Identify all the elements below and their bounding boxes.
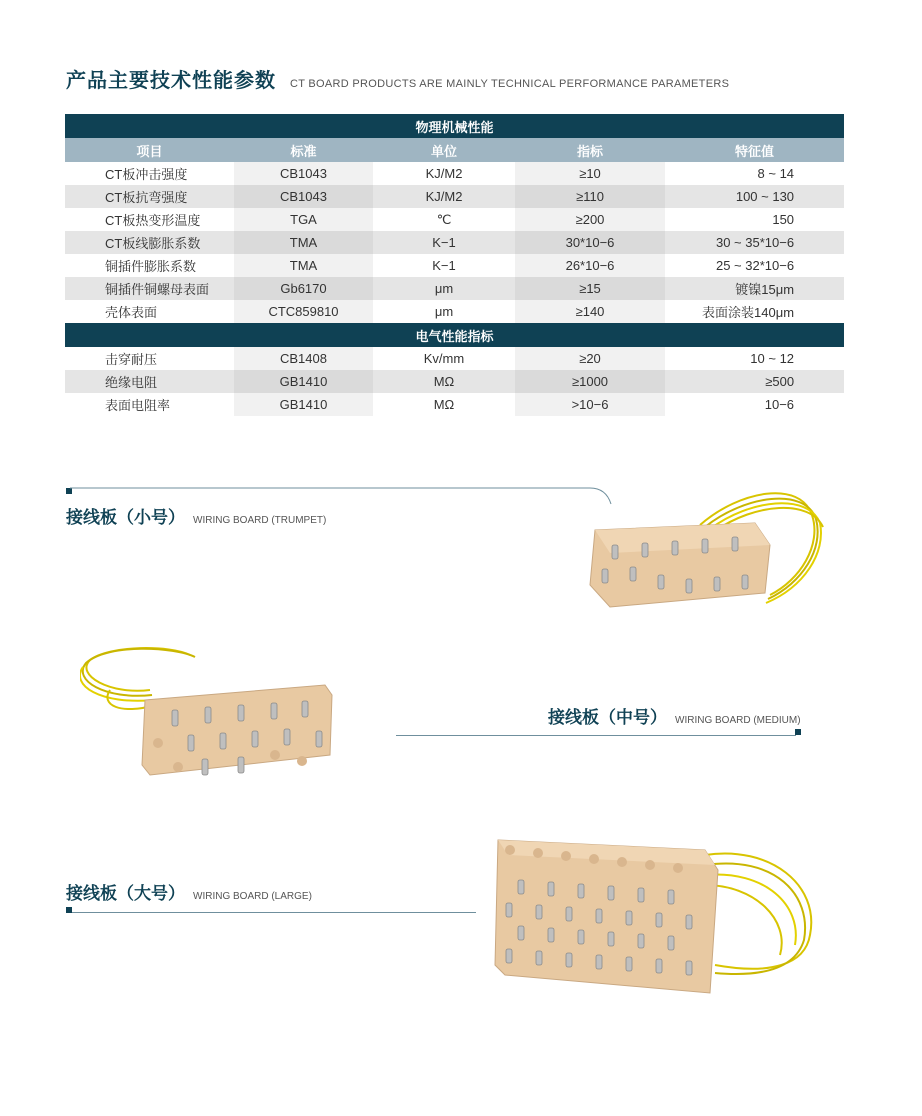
table-cell: 150 — [665, 208, 844, 231]
header-cell: 指标 — [515, 138, 665, 162]
table-cell: KJ/M2 — [373, 162, 515, 185]
header-cell: 项目 — [65, 138, 234, 162]
small-board-title-cn: 接线板（小号） — [66, 508, 185, 528]
table-row — [65, 393, 844, 416]
medium-board-title-cn: 接线板（中号） — [548, 708, 667, 728]
table-cell: CB1043 — [234, 185, 373, 208]
table-cell: 壳体表面 — [65, 300, 234, 323]
table-cell: μm — [373, 277, 515, 300]
table-cell: TMA — [234, 254, 373, 277]
medium-board-photo — [80, 645, 345, 785]
header-cell: 特征值 — [665, 138, 844, 162]
table-cell: Kv/mm — [373, 347, 515, 370]
page-title: 产品主要技术性能参数 — [66, 68, 276, 92]
table-cell: 10−6 — [665, 393, 844, 416]
table-header-row — [65, 138, 844, 162]
table-row — [65, 162, 844, 185]
table-cell: ≥500 — [665, 370, 844, 393]
header-cell: 单位 — [373, 138, 515, 162]
table-cell: 30 ~ 35*10−6 — [665, 231, 844, 254]
small-board-title — [66, 503, 326, 528]
medium-board-divider — [396, 735, 796, 736]
table-cell: >10−6 — [515, 393, 665, 416]
table-cell: CT板冲击强度 — [65, 162, 234, 185]
table-cell: 镀镍15μm — [665, 277, 844, 300]
table-cell: CT板热变形温度 — [65, 208, 234, 231]
medium-board-title — [548, 703, 801, 728]
table-cell: 绝缘电阻 — [65, 370, 234, 393]
table-row — [65, 185, 844, 208]
section-title-mechanical: 物理机械性能 — [65, 114, 844, 138]
table-row — [65, 254, 844, 277]
small-board-photo — [550, 485, 830, 620]
table-cell: 铜插件铜螺母表面 — [65, 277, 234, 300]
table-cell: 10 ~ 12 — [665, 347, 844, 370]
large-board-photo — [490, 825, 820, 997]
table-cell: K−1 — [373, 231, 515, 254]
table-cell: 25 ~ 32*10−6 — [665, 254, 844, 277]
table-cell: CT板抗弯强度 — [65, 185, 234, 208]
table-cell: 表面电阻率 — [65, 393, 234, 416]
section-row-mechanical — [65, 114, 844, 138]
table-cell: ≥140 — [515, 300, 665, 323]
table-cell: ℃ — [373, 208, 515, 231]
table-cell: GB1410 — [234, 393, 373, 416]
table-cell: TMA — [234, 231, 373, 254]
table-cell: K−1 — [373, 254, 515, 277]
table-cell: 30*10−6 — [515, 231, 665, 254]
table-cell: Gb6170 — [234, 277, 373, 300]
table-cell: MΩ — [373, 370, 515, 393]
header-cell: 标准 — [234, 138, 373, 162]
table-cell: CTC859810 — [234, 300, 373, 323]
page-subtitle: CT BOARD PRODUCTS ARE MAINLY TECHNICAL PERFORMANCE PARAMETERS — [290, 78, 730, 90]
table-row — [65, 370, 844, 393]
large-board-title-cn: 接线板（大号） — [66, 884, 185, 904]
table-cell: μm — [373, 300, 515, 323]
table-cell: 表面涂装140μm — [665, 300, 844, 323]
table-row — [65, 208, 844, 231]
table-row — [65, 231, 844, 254]
table-row — [65, 277, 844, 300]
marker-square — [795, 729, 801, 735]
medium-board-title-en: WIRING BOARD (MEDIUM) — [675, 715, 801, 726]
large-board-title — [66, 879, 312, 904]
large-board-divider — [72, 912, 476, 913]
page-title-block — [66, 64, 729, 93]
table-cell: TGA — [234, 208, 373, 231]
table-cell: ≥110 — [515, 185, 665, 208]
table-cell: ≥200 — [515, 208, 665, 231]
section-row-electrical — [65, 323, 844, 347]
spec-table — [65, 114, 844, 416]
table-row — [65, 300, 844, 323]
table-cell: 100 ~ 130 — [665, 185, 844, 208]
table-cell: ≥20 — [515, 347, 665, 370]
table-cell: CB1408 — [234, 347, 373, 370]
table-cell: 8 ~ 14 — [665, 162, 844, 185]
table-cell: 26*10−6 — [515, 254, 665, 277]
table-cell: 铜插件膨胀系数 — [65, 254, 234, 277]
large-board-title-en: WIRING BOARD (LARGE) — [193, 891, 312, 902]
table-cell: ≥10 — [515, 162, 665, 185]
table-cell: GB1410 — [234, 370, 373, 393]
table-cell: CT板线膨胀系数 — [65, 231, 234, 254]
table-cell: KJ/M2 — [373, 185, 515, 208]
small-board-title-en: WIRING BOARD (TRUMPET) — [193, 515, 327, 526]
section-title-electrical: 电气性能指标 — [65, 323, 844, 347]
table-row — [65, 347, 844, 370]
table-cell: MΩ — [373, 393, 515, 416]
table-cell: CB1043 — [234, 162, 373, 185]
table-cell: ≥1000 — [515, 370, 665, 393]
table-cell: ≥15 — [515, 277, 665, 300]
table-cell: 击穿耐压 — [65, 347, 234, 370]
